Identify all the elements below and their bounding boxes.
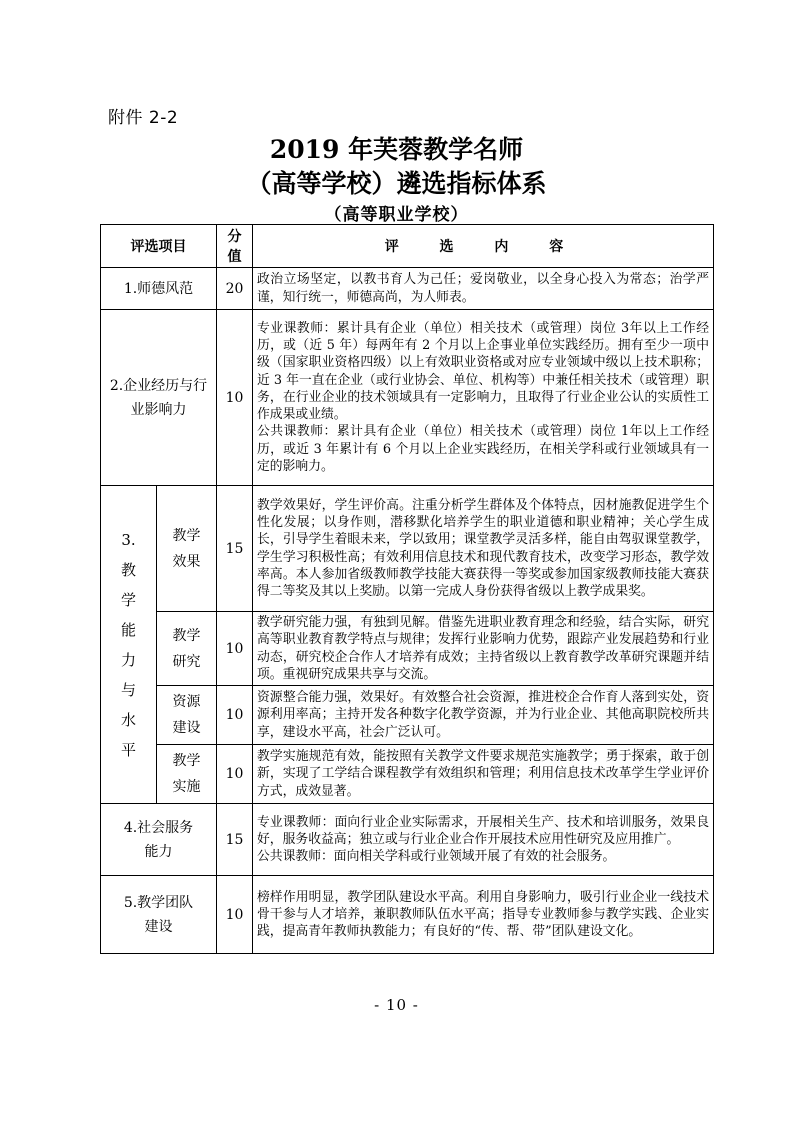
group-label-char: 水 [120, 710, 136, 729]
row-content [253, 804, 714, 876]
sub-item-label: 教学效果 [157, 486, 217, 612]
row-score: 10 [217, 612, 253, 686]
row-score: 10 [217, 686, 253, 745]
table-row [101, 686, 714, 745]
group-label-char: 能 [120, 620, 136, 639]
table-header-row [101, 225, 714, 268]
row-content: 教学效果好，学生评价高。注重分析学生群体及个体特点，因材施教促进学生个性化发展；以身作则，潜移默化培养学生的职业道德和职业精神；关心学生成长，引导学生着眼未来，学以致用；课堂教学灵活多样，能自由驾驭课堂教学，学生学习积极性高；有效利用信息技术和现代教育技术，改变学习形态，教学效率高。本人参加省级教师教学技能大赛获得一等奖或参加国家级教师技能大赛获得二等奖及其以上奖励。以第一完成人身份获得省级以上教学成果奖。 [253, 486, 714, 612]
attachment-label: 附件 2-2 [108, 108, 179, 128]
row-score: 15 [217, 804, 253, 876]
page-number: - 10 - [374, 996, 419, 1014]
content-paragraph: 专业课教师：累计具有企业（单位）相关技术（或管理）岗位 3年以上工作经历，或（近 5 年）每两年有 2 个月以上企事业单位实践经历。拥有至少一项中级（国家职业资格四级）以上有效职业资格或对应专业领域中级以上技术职称；近 3 年一直在企业（或行业协会、单位、机构等）中兼任相关技术（或管理）职务，在行业企业的技术领域具有一定影响力，且取得了行业企业公认的实质性工作成果或业绩。 [257, 321, 709, 423]
row-item-team: 5.教学团队建设 [101, 876, 217, 954]
group-label-char: 力 [120, 650, 136, 669]
row-score: 10 [217, 745, 253, 804]
document-subtitle: （高等职业学校） [324, 205, 469, 225]
row-content [253, 310, 714, 486]
header-content: 评 选 内 容 [253, 225, 714, 268]
row-content: 榜样作用明显，教学团队建设水平高。利用自身影响力，吸引行业企业一线技术骨干参与人才培养，兼职教师队伍水平高；指导专业教师参与教学实践、企业实践，提高青年教师执教能力；有良好的“传、帮、带”团队建设文化。 [253, 876, 714, 954]
group-label-char: 与 [120, 680, 136, 699]
content-paragraph: 公共课教师：面向相关学科或行业领域开展了有效的社会服务。 [257, 849, 616, 865]
document-title-line2: （高等学校）遴选指标体系 [246, 169, 547, 198]
group-label-char: 学 [120, 590, 136, 609]
table-row [101, 612, 714, 686]
row-content: 教学实施规范有效，能按照有关教学文件要求规范实施教学；勇于探索，敢于创新，实现了工学结合课程教学有效组织和管理；利用信息技术改革学生学业评价方式，成效显著。 [253, 745, 714, 804]
table-row [101, 486, 714, 612]
row-content: 政治立场坚定，以教书育人为己任；爱岗敬业，以全身心投入为常态；治学严谨，知行统一，师德高尚，为人师表。 [253, 268, 714, 310]
sub-item-label: 教学研究 [157, 612, 217, 686]
header-item: 评选项目 [101, 225, 217, 268]
table-row [101, 745, 714, 804]
group-label-char: 平 [120, 740, 136, 759]
row-score: 15 [217, 486, 253, 612]
row-item-service: 4.社会服务能力 [101, 804, 217, 876]
group-label-char: 3. [121, 530, 136, 549]
group-label-char: 教 [120, 560, 136, 579]
row-content: 教学研究能力强，有独到见解。借鉴先进职业教育理念和经验，结合实际，研究高等职业教育教学特点与规律；发挥行业影响力优势，跟踪产业发展趋势和行业动态，研究校企合作人才培养有成效；主持省级以上教育教学改革研究课题并结项。重视研究成果共享与交流。 [253, 612, 714, 686]
content-paragraph: 公共课教师：累计具有企业（单位）相关技术（或管理）岗位 1年以上工作经历，或近 3 年累计有 6 个月以上企业实践经历，在相关学科或行业领域具有一定的影响力。 [257, 424, 709, 474]
criteria-table [100, 224, 714, 954]
sub-item-label: 教学实施 [157, 745, 217, 804]
row-score: 10 [217, 876, 253, 954]
table-row [101, 268, 714, 310]
row-score: 10 [217, 310, 253, 486]
table-row [101, 804, 714, 876]
group-label-ability [101, 486, 157, 804]
row-score: 20 [217, 268, 253, 310]
table-row [101, 310, 714, 486]
sub-item-label: 资源建设 [157, 686, 217, 745]
row-content: 资源整合能力强，效果好。有效整合社会资源，推进校企合作育人落到实处，资源利用率高；主持开发各种数字化教学资源，并为行业企业、其他高职院校所共享，建设水平高，社会广泛认可。 [253, 686, 714, 745]
row-item-enterprise: 2.企业经历与行业影响力 [101, 310, 217, 486]
table-row [101, 876, 714, 954]
content-paragraph: 专业课教师：面向行业企业实际需求，开展相关生产、技术和培训服务，效果良好，服务收益高；独立或与行业企业合作开展技术应用性研究及应用推广。 [257, 814, 709, 847]
row-item-ethics: 1.师德风范 [101, 268, 217, 310]
header-score: 分值 [217, 225, 253, 268]
document-title: 2019 年芙蓉教学名师 [269, 135, 524, 164]
